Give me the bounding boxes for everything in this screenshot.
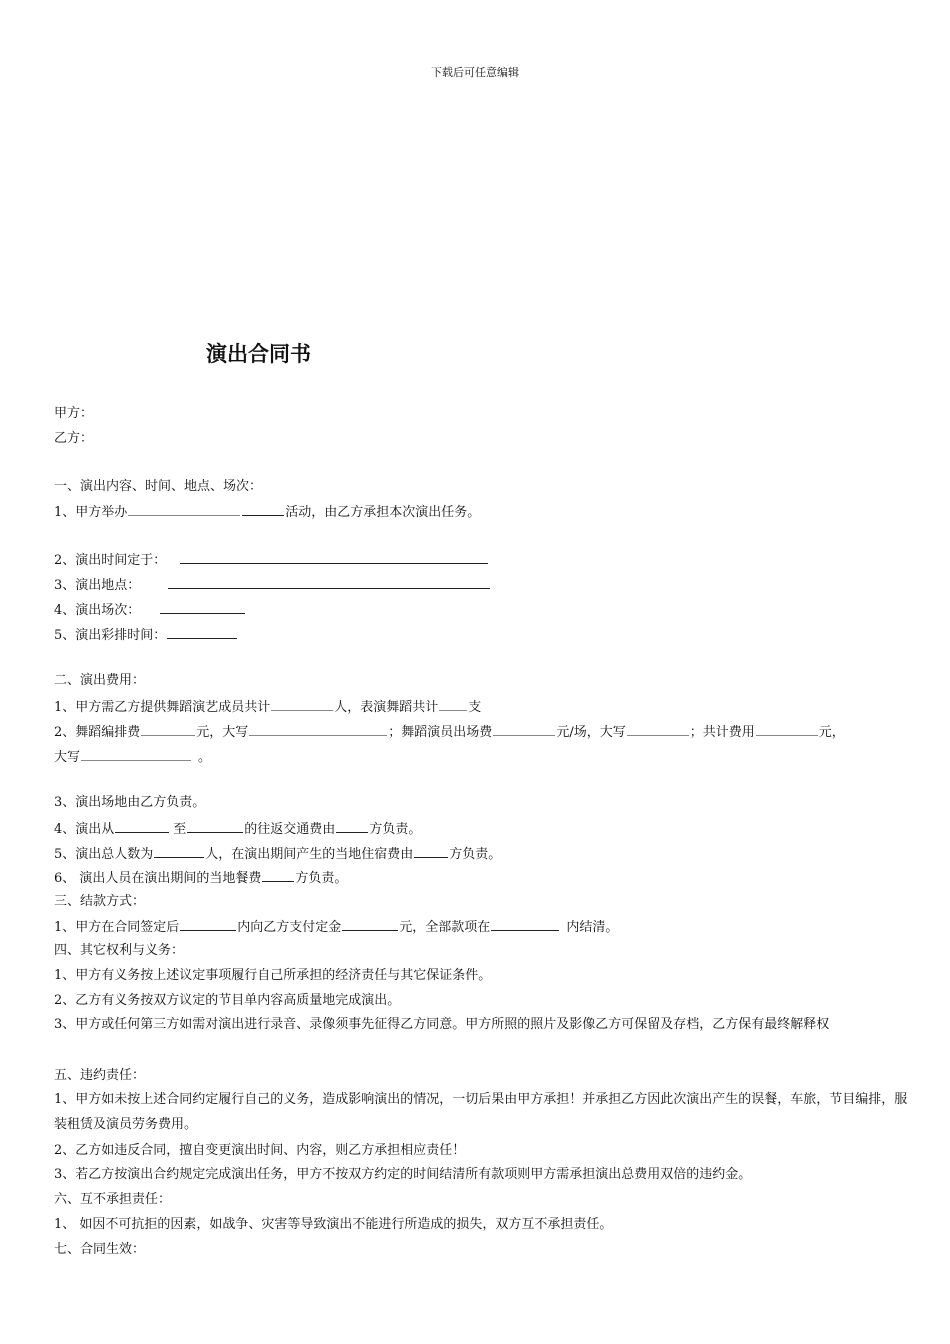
s3-l1-text-a: 1、甲方在合同签定后: [54, 920, 180, 935]
blank-travel-party[interactable]: [336, 819, 368, 833]
blank-choreography-fee[interactable]: [141, 722, 195, 736]
s4-line-1: 1、甲方有义务按上述议定事项履行自己所承担的经济责任与其它保证条件。: [54, 968, 492, 983]
blank-show-count[interactable]: [160, 600, 245, 614]
s2-l1-text-a: 1、甲方需乙方提供舞蹈演艺成员共计: [54, 700, 271, 715]
s2-l4-text-a: 4、演出从: [54, 822, 115, 837]
s2-l2-text-c: ；舞蹈演员出场费: [388, 725, 493, 740]
s5-line-2: 2、乙方如违反合同，擅自变更演出时间、内容，则乙方承担相应责任！: [54, 1143, 466, 1158]
s2-l5-text-c: 方负责。: [449, 847, 502, 862]
blank-member-count[interactable]: [271, 697, 333, 711]
s1-line-1: [54, 502, 480, 521]
s2-line-3: 3、演出场地由乙方负责。: [54, 795, 206, 810]
s2-line-1: [54, 697, 481, 716]
blank-deposit-amount[interactable]: [342, 917, 398, 931]
party-a-line: 甲方：: [54, 406, 94, 421]
s2-l2-text-h: 。: [198, 750, 212, 765]
s2-l1-text-b: 人，表演舞蹈共计: [334, 700, 439, 715]
s2-line-2: [54, 722, 845, 741]
blank-travel-from[interactable]: [115, 819, 169, 833]
s2-l6-text-a: 6、 演出人员在演出期间的当地餐费: [54, 871, 262, 886]
s4-line-3: 3、甲方或任何第三方如需对演出进行录音、录像须事先征得乙方同意。甲方所照的照片及影像乙方可保留及存档，乙方保有最终解释权: [54, 1017, 830, 1032]
blank-total-fee-words[interactable]: [81, 747, 191, 761]
s2-l2-text-b: 元，大写: [196, 725, 249, 740]
s1-line-4: [54, 600, 246, 619]
section-3-heading: 三、结款方式：: [54, 894, 146, 909]
s3-line-1: [54, 917, 618, 936]
s1-line-3: [54, 575, 491, 594]
blank-deposit-period[interactable]: [180, 917, 236, 931]
s2-l2-text-g: 大写: [54, 750, 81, 765]
party-b-line: 乙方：: [54, 431, 94, 446]
s2-l5-text-a: 5、演出总人数为: [54, 847, 154, 862]
s2-line-6: [54, 868, 347, 887]
s3-l1-text-c: 元，全部款项在: [399, 920, 491, 935]
s5-line-1: 1、甲方如未按上述合同约定履行自己的义务，造成影响演出的情况，一切后果由甲方承担！并承担乙方因此次演出产生的误餐，车旅，节目编排，服装租赁及演员劳务费用。: [54, 1092, 908, 1132]
blank-choreography-fee-words[interactable]: [249, 722, 387, 736]
blank-dance-count[interactable]: [439, 697, 467, 711]
section-4-heading: 四、其它权利与义务：: [54, 943, 185, 958]
s2-l1-text-c: 支: [468, 700, 482, 715]
s1-l1-text-b: 活动，由乙方承担本次演出任务。: [285, 505, 481, 520]
s1-l3-text: 3、演出地点：: [54, 578, 141, 593]
s1-l4-text: 4、演出场次：: [54, 603, 141, 618]
blank-event-name[interactable]: [128, 502, 240, 516]
blank-rehearsal-time[interactable]: [167, 625, 237, 639]
s2-line-4: [54, 819, 421, 838]
s3-l1-text-d: 内结清。: [566, 920, 619, 935]
s2-l4-text-b: 至: [173, 822, 187, 837]
s4-line-2: 2、乙方有义务按双方议定的节目单内容高质量地完成演出。: [54, 993, 401, 1008]
section-1-heading: 一、演出内容、时间、地点、场次：: [54, 479, 263, 494]
s2-l2-text-f: 元，: [818, 725, 845, 740]
blank-event-name-2[interactable]: [242, 502, 284, 516]
s2-l6-text-b: 方负责。: [295, 871, 348, 886]
s3-l1-text-b: 内向乙方支付定金: [237, 920, 342, 935]
section-5-heading: 五、违约责任：: [54, 1068, 146, 1083]
section-2-heading: 二、演出费用：: [54, 673, 146, 688]
s6-line-1: 1、 如因不可抗拒的因素，如战争、灾害等导致演出不能进行所造成的损失，双方互不承担责任。: [54, 1217, 613, 1232]
s2-l4-text-d: 方负责。: [369, 822, 422, 837]
blank-appearance-fee[interactable]: [493, 722, 555, 736]
blank-settlement-period[interactable]: [491, 917, 559, 931]
s2-line-2-cont: [54, 747, 211, 766]
document-title: 演出合同书: [206, 342, 311, 366]
blank-lodging-party[interactable]: [414, 844, 448, 858]
s1-l2-text: 2、演出时间定于：: [54, 553, 167, 568]
blank-performance-time[interactable]: [180, 550, 488, 564]
s2-l2-text-a: 2、舞蹈编排费: [54, 725, 141, 740]
blank-performance-venue[interactable]: [168, 575, 490, 589]
s2-l5-text-b: 人，在演出期间产生的当地住宿费由: [205, 847, 414, 862]
s2-l2-text-d: 元/场，大写: [556, 725, 626, 740]
s5-line-3: 3、若乙方按演出合约规定完成演出任务，甲方不按双方约定的时间结清所有款项则甲方需承担演出总费用双倍的违约金。: [54, 1167, 752, 1182]
section-7-heading: 七、合同生效：: [54, 1242, 146, 1257]
blank-appearance-fee-words[interactable]: [627, 722, 689, 736]
s2-l4-text-c: 的往返交通费由: [244, 822, 336, 837]
blank-total-fee[interactable]: [756, 722, 818, 736]
s2-line-5: [54, 844, 501, 863]
section-6-heading: 六、互不承担责任：: [54, 1192, 172, 1207]
blank-total-people[interactable]: [154, 844, 204, 858]
header-note: 下载后可任意编辑: [431, 66, 519, 79]
s1-line-2: [54, 550, 489, 569]
s1-line-5: [54, 625, 238, 644]
blank-meal-party[interactable]: [262, 868, 294, 882]
blank-travel-to[interactable]: [187, 819, 243, 833]
s1-l1-text-a: 1、甲方举办: [54, 505, 128, 520]
s2-l2-text-e: ；共计费用: [689, 725, 755, 740]
s1-l5-text: 5、演出彩排时间：: [54, 628, 167, 643]
